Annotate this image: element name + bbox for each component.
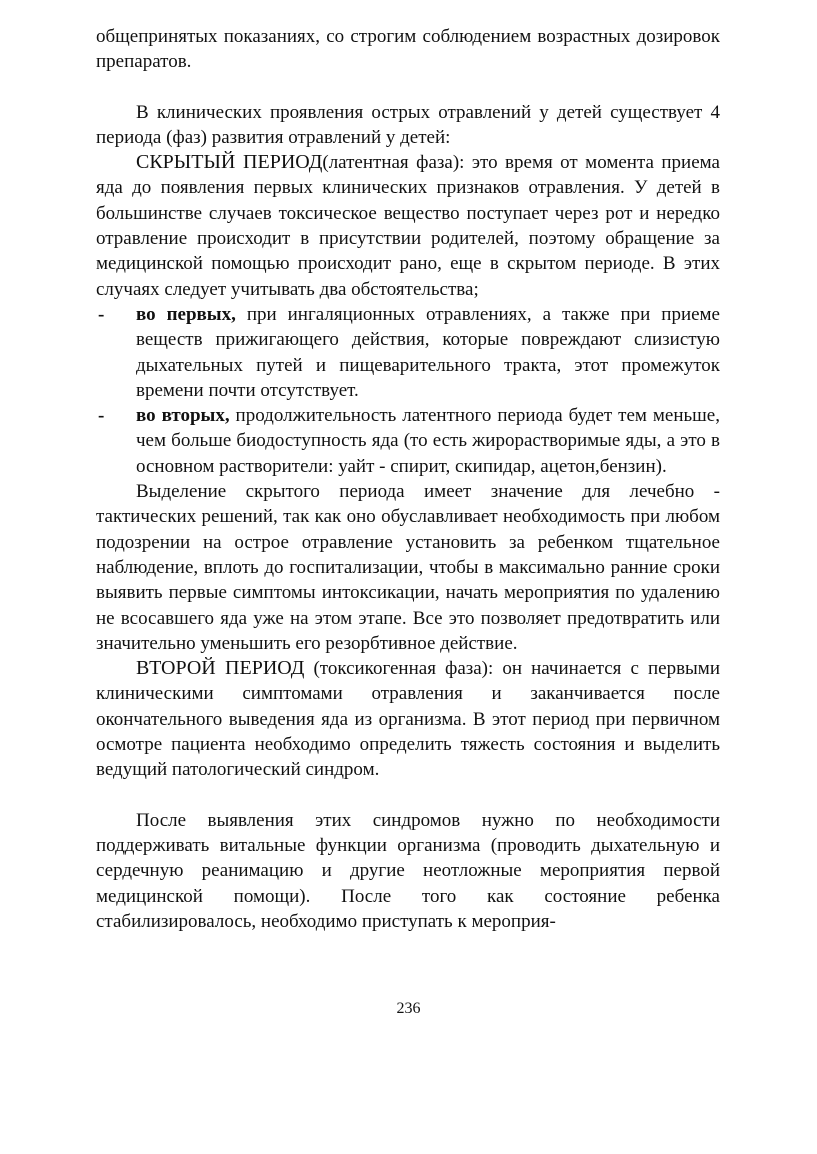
bullet-item-second [96,403,720,479]
bullet-bold-lead: во вторых, [136,405,230,427]
page-text-body [96,24,720,934]
second-period-text: (токсикогенная фаза): он начинается с первыми клиническими симптомами отравления и заканчивается после окончательного выведения яда из организма. В этот период при первичном осмотре пациента необходимо определить тяжесть состояния и выделить ведущий патологический синдром. [96,658,721,781]
page-number: 236 [396,1000,421,1017]
paragraph-final: После выявления этих синдромов нужно по необходимости поддерживать витальные функции организма (проводить дыхательную и сердечную реанимацию и другие неотложные мероприятия первой медицинской помощи). После того как состояние ребенка стабилизировалось, необходимо приступать к мероприя- [96,809,720,932]
second-period-heading: ВТОРОЙ ПЕРИОД [136,657,305,680]
bullet-item-first [96,302,720,403]
bullet-bold-lead: во первых, [136,303,236,325]
paragraph-second-period [96,656,720,782]
bullet-dash: - [98,405,105,427]
paragraph-latent-period [96,150,720,302]
latent-period-text: (латентная фаза): это время от момента приема яда до появления первых клинических признаков отравления. У детей в большинстве случаев токсическое вещество поступает через рот и нередко отравление происходит в присутствии родителей, поэтому обращение за медицинской помощью происходит рано, еще в скрытом периоде. В этих случаях следует учитывать два обстоятельства; [96,152,720,300]
paragraph-continuation: общепринятых показаниях, со строгим соблюдением возрастных дозировок препаратов. [96,26,720,73]
paragraph-latent-importance: Выделение скрытого периода имеет значение для лечебно - тактических решений, так как оно обуславливает необходимость при любом подозрении на острое отравление установить за ребенком тщательное наблюдение, вплоть до госпитализации, чтобы в максимально ранние сроки выявить первые симптомы интоксикации, начать мероприятия по удалению не всосавшего яда уже на этом этапе. Все это позволяет предотвратить или значительно уменьшить его резорбтивное действие. [96,481,720,654]
bullet-text: при ингаляционных отравлениях, а также при приеме веществ прижигающего действия, которые повреждают слизистую дыхательных путей и пищеварительного тракта, этот промежуток времени почти отсутствует. [136,303,720,401]
latent-period-heading: СКРЫТЫЙ ПЕРИОД [136,151,323,174]
bullet-text: продолжительность латентного периода будет тем меньше, чем больше биодоступность яда (то есть жирорастворимые яды, а это в основном растворители: уайт - спирит, скипидар, ацетон,бензин). [136,405,720,477]
paragraph-intro: В клинических проявления острых отравлений у детей существует 4 периода (фаз) развития отравлений у детей: [96,101,720,148]
bullet-dash: - [98,303,105,325]
